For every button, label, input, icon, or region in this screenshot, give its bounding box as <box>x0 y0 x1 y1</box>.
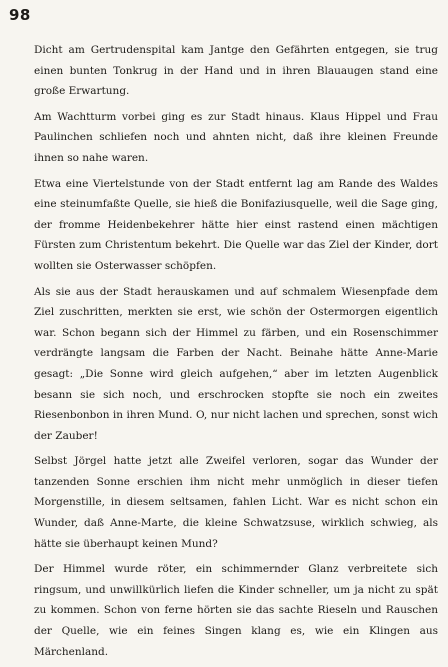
page-number: 98 <box>9 6 31 24</box>
paragraph: Als sie aus der Stadt herauskamen und auf schmalem Wiesenpfade dem Ziel zuschritten, merkten sie erst, wie schön der Ostermorgen eigentlich war. Schon begann sich der Himmel zu färben, und ein Rosenschimmer verdrängte langsam die Farben der Nacht. Beinahe hätte Anne-Marie gesagt: „Die Sonne wird gleich aufgehen,“ aber im letzten Augenblick besann sie sich noch, und erschrocken stopfte sie noch ein zweites Riesenbonbon in ihren Mund. O, nur nicht lachen und sprechen, sonst wich der Zauber! <box>34 285 438 442</box>
paragraph: Selbst Jörgel hatte jetzt alle Zweifel verloren, sogar das Wunder der tanzenden Sonne erschien ihm nicht mehr unmöglich in dieser tiefen Morgenstille, in diesem seltsamen, fahlen Licht. War es nicht schon ein Wunder, daß Anne-Marte, die kleine Schwatzsuse, wirklich schwieg, als hätte sie überhaupt keinen Mund? <box>34 455 438 550</box>
body-text <box>34 40 438 667</box>
paragraph: Dicht am Gertrudenspital kam Jantge den Gefährten entgegen, sie trug einen bunten Tonkrug in der Hand und in ihren Blauaugen stand eine große Erwartung. <box>34 44 438 98</box>
paragraph: Am Wachtturm vorbei ging es zur Stadt hinaus. Klaus Hippel und Frau Paulinchen schliefen noch und ahnten nicht, daß ihre kleinen Freunde ihnen so nahe waren. <box>34 110 438 164</box>
paragraph: Etwa eine Viertelstunde von der Stadt entfernt lag am Rande des Waldes eine steinumfaßte Quelle, sie hieß die Bonifaziusquelle, weil die Sage ging, der fromme Heidenbekehrer hätte hier einst rastend einen mächtigen Fürsten zum Christentum bekehrt. Die Quelle war das Ziel der Kinder, dort wollten sie Osterwasser schöpfen. <box>34 177 438 272</box>
paragraph: Der Himmel wurde röter, ein schimmernder Glanz verbreitete sich ringsum, und unwillkürlich liefen die Kinder schneller, um ja nicht zu spät zu kommen. Schon von ferne hörten sie das sachte Rieseln und Rauschen der Quelle, wie ein feines Singen klang es, wie ein Klingen aus Märchenland. <box>34 563 438 658</box>
